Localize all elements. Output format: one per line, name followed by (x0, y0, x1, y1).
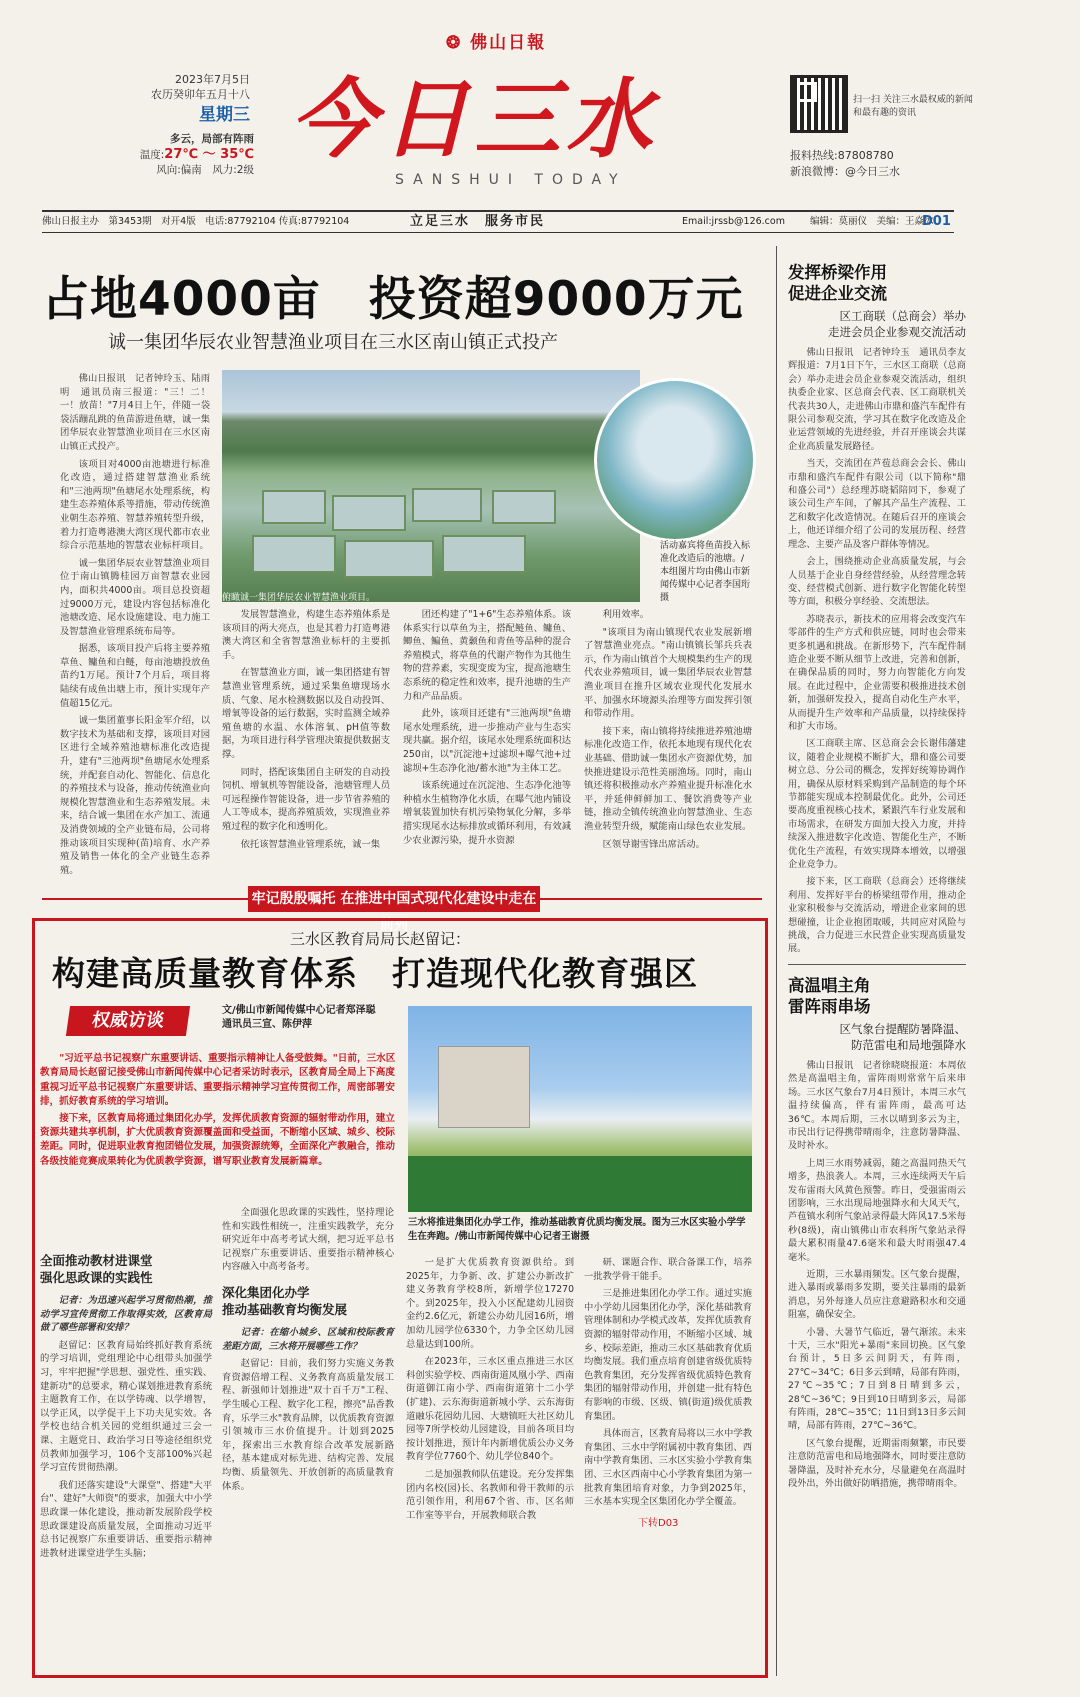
interview-headline: 构建高质量教育体系 打造现代化教育强区 (52, 954, 698, 993)
interview-byline: 文/佛山市新闻传媒中心记者郑泽聪 通讯员三宣、陈伊萍 (222, 1005, 376, 1030)
lead-photo-caption: 俯瞰诚一集团华辰农业智慧渔业项目。 (222, 593, 376, 603)
lead-column-2: 发展智慧渔业，构建生态养殖体系是该项目的两大亮点，也是其着力打造粤港澳大湾区和全省智慧渔业标杆的主要抓手。 在智慧渔业方面，诚一集团搭建有智慧渔业管理系统，通过采集鱼塘现场水质、气象、尾水检测数据以及自动投饵、增氧等设备的运行数据，实时监测全域养殖鱼塘的水温、水体溶氧、pH值等数据，为项目进行科学管理决策提供数据支撑。 同时，搭配该集团自主研发的自动投饲机、增氧机等智能设备，池塘管理人员可远程操作智能设备，进一步节省养殖的人工等成本，提高养殖质效，实现渔业养殖过程的数字化和透明化。 依托该智慧渔业管理系统，诚一集 (222, 609, 390, 850)
authority-interview-tag: 权威访谈 (66, 1006, 190, 1036)
interview-column-2: 全面强化思政课的实践性，坚持理论性和实践性相统一，注重实践教学，充分研究近年中高考考试大纲，把习近平总书记视察广东重要讲话、重要指示精神核心内容融入中高考备考。 深化集团化办学 推动基础教育均衡发展 记者：在缩小城乡、区域和校际教育差距方面，三水将开展哪些工作？ 赵留记：目前，我们努力实施义务教育资源倍增工程、义务教育高质量发展工程、新强师计划推进"双十百千万"工程、学生暖心工程、数字化工程，擦亮"品香教育，乐学三水"教育品牌，以优质教育资源引领城市三水价值提升。计划到2025年，探索出三水教育综合改革发展新路径，基本建成对标先进、结构完善、发展均衡、质量领先、开放创新的高质量教育体系。 (222, 1207, 394, 1492)
info-bar: 佛山日报主办 第3453期 对开4版 电话:87792104 传真:87792104 立足三水 服务市民 Email:jrssb@126.com 编辑：莫丽仪 美编：王焱冰 D01 (42, 210, 954, 233)
interview-kicker: 三水区教育局局长赵留记： (290, 930, 471, 948)
theme-banner: 牢记殷殷嘱托 在推进中国式现代化建设中走在前列 (248, 886, 540, 912)
interview-column-4: 研、课题合作、联合备课工作，培养一批教学骨干能手。 三是推进集团化办学工作。通过实施中小学幼儿园集团化办学，深化基础教育管理体制和办学模式改革，发挥优质教育资源的辐射带动作用，不断缩小区域、城乡、校际差距，推动三水区基础教育优质均衡发展。我们重点培育创建省级优质特色教育集团，充分发挥省级优质特色教育集团的辐射带动作用，并创建一批有特色有影响的市级、区级、镇(街道)级优质教育集团。 具体而言，区教育局将以三水中学教育集团、三水中学附属初中教育集团、西南中学教育集团、三水区实验小学教育集团、三水区西南中心小学教育集团为第一批教育集团培育对象，力争到2025年，三水基本实现全区集团化办学全覆盖。 (584, 1257, 752, 1508)
inset-photo-caption: 活动嘉宾将鱼苗投入标准化改造后的池塘。/本组图片均由佛山市新闻传媒中心记者李国珩摄 (660, 541, 751, 603)
brand-logo: ❂ 佛山日報 (446, 33, 547, 53)
interview-column-3: 一是扩大优质教育资源供给。到2025年，力争新、改、扩建公办新改扩建义务教育学校8所，新增学位17270个。到2025年，投入小区配建幼儿园资金约2.6亿元，新建公办幼儿园16所，增加幼儿园学位6330个，力争全区幼儿园总量达到100所。 在2023年，三水区重点推进三水区科创实验学校、西南街道凤凰小学、西南街道御江南小学、西南街道第十二小学(扩建)、云东海街道新城小学、云东海街道融乐花园幼儿园、大塘镇旺大社区幼儿园等7所学校幼儿园建设，目前各项目均按计划推进，预计年内新增优质公办义务教育学位7760个、幼儿学位840个。 二是加强教师队伍建设。充分发挥集团内名校(园)长、名教师和骨干教师的示范引领作用，利用67个省、市、区名师工作室等平台，开展教师联合教 (406, 1257, 574, 1521)
qr-caption: 扫一扫 关注三水最权威的新闻和最有趣的资讯 (853, 95, 973, 118)
lead-headline: 占地4000亩 投资超9000万元 (42, 272, 744, 327)
sidebar-divider (788, 964, 966, 965)
section-title-2: 深化集团化办学 推动基础教育均衡发展 (222, 1284, 348, 1317)
continued-link[interactable]: 下转D03 (638, 1518, 679, 1529)
aerial-fishpond-photo (222, 370, 640, 602)
inset-photo-release-fry (594, 378, 756, 542)
sidebar-article-1-subtitle: 区工商联（总商会）举办 走进会员企业参观交流活动 (828, 309, 966, 339)
brand-icon: ❂ (446, 33, 463, 53)
masthead-subtitle: SANSHUI TODAY (395, 172, 627, 188)
lead-column-1: 佛山日报讯 记者钟玲玉、陆雨明 通讯员南三报道："三！二！一！放苗！"7月4日上午，伴随一袋袋活蹦乱跳的鱼苗游进鱼塘，诚一集团华辰农业智慧渔业项目在三水区南山镇正式投产。 该项目对4000亩池塘进行标准化改造，通过搭建智慧渔业系统和"三池两坝"鱼塘尾水处理系统，构建生态养殖体系等措施，带动传统渔业朝生态养殖、智慧养殖转型升级，着力打造粤港澳大湾区现代都市农业综合示范基地的智慧农业标杆项目。 诚一集团华辰农业智慧渔业项目位于南山镇腾桂园万亩智慧农业园内，面积共4000亩。项目总投资超过9000万元，建设内容包括标准化池塘改造、尾水设施建设、电力施工及智慧渔业管理系统布局等。 据悉，该项目投产后将主要养殖草鱼、鳙鱼和白鲢，每亩池塘投放鱼苗约1万尾。预计7个月后，项目将陆续有成鱼出塘上市，预计实现年产值超15亿元。 诚一集团董事长阳金军介绍，以数字技术为基础和支撑，该项目对园区进行全域养殖池塘标准化改造提升，建有"三池两坝"鱼塘尾水处理系统，并配套自动化、智能化、信息化的养殖技术与设备，推动传统渔业向规模化智慧渔业和生态养殖发展。未来，结合诚一集团在水产加工、流通及消费领域的全产业链布局，公司将推动该项目实现种(苗)培育、水产养殖及销售一体化的全产业链生态养殖。 (60, 373, 210, 876)
section-title-1: 全面推动教材进课堂 强化思政课的实践性 (40, 1253, 153, 1285)
masthead-title: 今日三水 (290, 69, 658, 170)
contact-info: 报料热线:87808780 新浪微博：@今日三水 (790, 149, 900, 178)
sidebar-article-1-title: 发挥桥梁作用 促进企业交流 (788, 263, 887, 303)
lead-subheadline: 诚一集团华辰农业智慧渔业项目在三水区南山镇正式投产 (108, 332, 558, 353)
interview-column-1: 全面推动教材进课堂 强化思政课的实践性 记者：为迅速兴起学习贯彻热潮，推动学习宣传贯彻工作取得实效，区教育局做了哪些部署和安排？ 赵留记：区教育局始终抓好教育系统的学习培训，党组理论中心组带头加强学习，牢牢把握"学思想、强党性、重实践、建新功"的总要求，精心谋划推进教育系统主题教育工作，在以学铸魂、以学增智，以学正风，以学促干上下功夫见实效。各学校也结合机关园的党组织通过三会一课、主题党日、政治学习日等途径组织党员教师加强学习，106个支部100%兴起学习宣传贯彻热潮。 我们还落实建设"大课堂"、搭建"大平台"、建好"大师资"的要求，加强大中小学思政课一体化建设，推动新发展阶段学校思政课建设高质量发展，全面推动习近平总书记视察广东重要讲话、重要指示精神进教材进课堂进学生头脑； (40, 1253, 212, 1559)
interview-photo-caption: 三水将推进集团化办学工作，推动基础教育优质均衡发展。图为三水区实验小学学生在奔跑。/佛山市新闻传媒中心记者王谢摄 (408, 1217, 746, 1242)
sidebar-article-1-body: 佛山日报讯 记者钟玲玉 通讯员李友辉报道：7月1日下午，三水区工商联（总商会）举办走进会员企业参观交流活动，组织执委企业家、区总商会代表、区工商联机关代表共30人，走进佛山市鼎和盛汽车配件有限公司参观交流，学习其在数字化改造及企业运营领域的先进经验，并召开座谈会共谋企业高质量发展路径。 当天，交流团在芦苞总商会会长、佛山市鼎和盛汽车配件有限公司（以下简称"鼎和盛公司"）总经理苏晓韬陪同下，参观了该公司生产车间，了解其产品生产流程、工艺和数字化改造情况。在随后召开的座谈会上，他还详细介绍了公司的发展历程、经营理念、主要产品及客户群体等情况。 会上，围绕推动企业高质量发展，与会人员基于企业自身经营经验，从经营理念转变、经营模式创新、进行数字化智能化转型等方面，积极分享经验、交流想法。 苏晓表示，新技术的应用将会改变汽车零部件的生产方式和供应链，同时也会带来更多机遇和挑战。在新形势下，汽车配件制造企业要不断从细节上改进，完善和创新，在确保品质的同时，努力向智能化方向发展。在此过程中，企业需要积极推进技术创新，加强研发投入，提高自动化生产水平，从而提升生产效率和产品质量，以持续保持和扩大市场。 区工商联主席、区总商会会长谢伟藩建议，随着企业规模不断扩大，鼎和盛公司要树立总、分公司的概念，发挥好统筹协调作用，确保从原材料采购到产品制造的每个环节都能实现成本控制最优化。此外，公司还要高度重视核心技术，紧跟汽车行业发展和市场需求，在研发方面加大投入力度，并持续深入推进数字化改造、智能化生产，不断优化生产流程，有效实现降本增效，以增强企业竞争力。 接下来，区工商联（总商会）还将继续利用、发挥好平台的桥梁纽带作用，推动企业家积极参与交流活动，增进企业家间的思想碰撞，让企业抱团取暖，共同应对风险与挑战，合力促进三水民营企业实现高质量发展。 (788, 347, 966, 955)
students-running-photo (408, 1006, 752, 1212)
sidebar-article-2-title: 高温唱主角 雷阵雨串场 (788, 975, 871, 1016)
interview-intro: "习近平总书记视察广东重要讲话、重要指示精神让人备受鼓舞。"日前，三水区教育局局长赵留记接受佛山市新闻传媒中心记者采访时表示，区教育局全局上下高度重视习近平总书记视察广东重要讲话、重要指示精神学习宣传贯彻工作，周密部署安排，抓好教育系统的学习培训。 接下来，区教育局将通过集团化办学，发挥优质教育资源的辐射带动作用，建立资源共建共享机制，扩大优质教育资源覆盖面和受益面，不断缩小区域、城乡、校际差距。同时，促进职业教育抱团错位发展，加强资源统筹，全面深化产教融合，推动各级技能竞赛成果转化为优质教学资源，谱写职业教育发展新篇章。 (40, 1053, 396, 1167)
lead-column-4: 利用效率。 "该项目为南山镇现代农业发展新增了智慧渔业亮点。"南山镇镇长邹兵兵表示，作为南山镇首个大规模集约生产的现代农业养殖项目，诚一集团华辰农业智慧渔业项目在推升区域农业现代化发展水平、加强水环境源头治理等方面发挥引领和带动作用。 接下来，南山镇将持续推进养殖池塘标准化改造工作，依托本地现有现代化农业基础、借助诚一集团水产资源优势，加快推进建设示范性美丽渔场。同时，南山镇还将积极推动水产养殖业提升标准化水平，并延伸鲜鲜加工、餐饮消费等产业链，推动全镇传统渔业向智慧渔业、生态渔业转型升级，赋能南山绿色农业发展。 区领导谢雪锋出席活动。 (584, 609, 752, 850)
qr-code-icon[interactable] (790, 75, 848, 133)
issue-date: 2023年7月5日 农历癸卯年五月十八 (151, 73, 250, 101)
sidebar-article-2-subtitle: 区气象台提醒防暑降温、 防范雷电和局地强降水 (839, 1021, 966, 1052)
sidebar (788, 262, 966, 1494)
weekday: 星期三 (199, 105, 250, 125)
weather-box: 多云，局部有阵雨 温度:27℃ ～ 35℃ 风向:偏南 风力:2级 (139, 133, 254, 176)
page-number: D01 (922, 214, 951, 229)
lead-column-3: 团还构建了"1+6"生态养殖体系。该体系实行以草鱼为主，搭配鲢鱼、鳙鱼、鲫鱼、鳊鱼、黄颡鱼和青鱼等品种的混合养殖模式，将草鱼的代谢产物作为其他生物的营养素，实现变废为宝，提高池塘生态系统的稳定性和效率，提升池塘的生产力和产品品质。 此外，该项目还建有"三池两坝"鱼塘尾水处理系统，进一步推动产业与生态实现共赢。据介绍，该尾水处理系统面积达250亩，以"沉淀池+过滤坝+曝气池+过滤坝+生态净化池/蓄水池"为主体工艺。 该系统通过在沉淀池、生态净化池等种植水生植物净化水质，在曝气池内铺设增氧装置加快有机污染物氧化分解，多举措实现尾水达标排放或循环利用，有效减少农业源污染，提升水资源 (403, 609, 571, 846)
sidebar-article-2-body: 佛山日报讯 记者徐晓晓报道：本周依然是高温唱主角，雷阵雨则常常午后来串场。三水区气象台7月4日预计，本周三水气温持续偏高，伴有雷阵雨，最高可达36℃。本周后期，三水以晴到多云为主，市民出行记得携带晴雨伞，注意防暑降温、及时补水。 上周三水雨势减弱，随之高温同热天气增多，热浪袭人。本周，三水连续两天午后发布雷雨大风黄色预警。昨日，受强雷雨云团影响，三水出现局地强降水和大风天气，芦苞镇水利所气象站录得最大阵风17.5米每秒(8级)，南山镇佛山市农科所气象站录得最大累积雨量47.6毫米和最大时雨强47.4毫米。 近期，三水暴雨频发。区气象台提醒，进入暴雨或暴雨多发期，要关注暴雨的最新消息，另外每逢人员应注意避路积水和交通阻塞，确保安全。 小暑、大暑节气临近，暑气渐浓。未来十天，三水"阳光+暴雨"来回切换。区气象台预计，5日多云间阴天，有阵雨，27℃~34℃；6日多云到晴，局部有阵雨，27℃~35℃；7日到8日晴到多云，28℃~36℃；9日到10日晴到多云，局部有阵雨，28℃~35℃；11日到13日多云间晴，局部有阵雨，27℃~36℃。 区气象台提醒，近期雷雨频繁，市民要注意防范雷电和局地强降水，同时要注意防暑降温，及时补充水分，尽量避免在高温时段外出，外出做好防晒措施，携带晴雨伞。 (788, 1059, 966, 1490)
